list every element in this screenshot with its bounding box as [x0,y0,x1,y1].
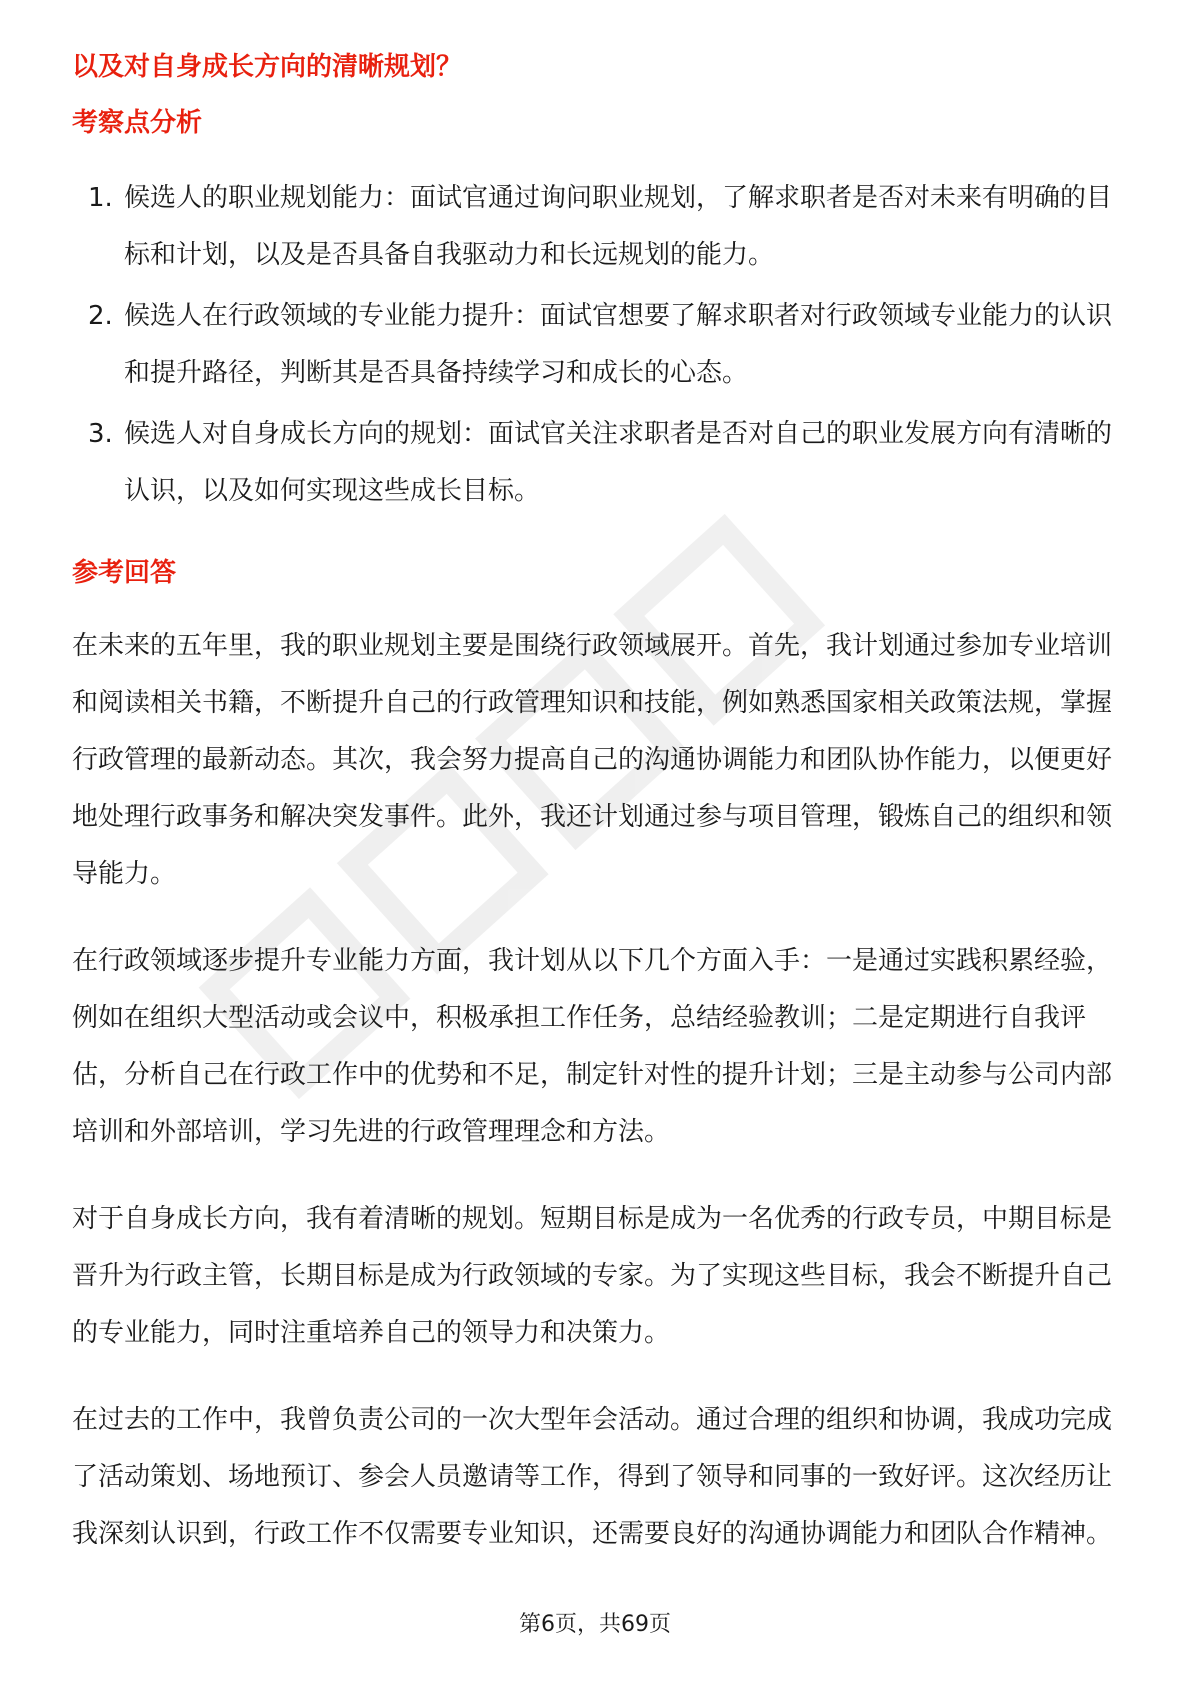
answer-paragraph: 对于自身成长方向，我有着清晰的规划。短期目标是成为一名优秀的行政专员，中期目标是晋升为行政主管，长期目标是成为行政领域的专家。为了实现这些目标，我会不断提升自己的专业能力，同时注重培养自己的领导力和决策力。 [72,1204,1113,1348]
answer-paragraph: 在过去的工作中，我曾负责公司的一次大型年会活动。通过合理的组织和协调，我成功完成了活动策划、场地预订、参会人员邀请等工作，得到了领导和同事的一致好评。这次经历让我深刻认识到，行政工作不仅需要专业知识，还需要良好的沟通协调能力和团队合作精神。 [72,1405,1113,1549]
answer-paragraph: 在行政领域逐步提升专业能力方面，我计划从以下几个方面入手：一是通过实践积累经验，例如在组织大型活动或会议中，积极承担工作任务，总结经验教训；二是定期进行自我评估，分析自己在行政工作中的优势和不足，制定针对性的提升计划；三是主动参与公司内部培训和外部培训，学习先进的行政管理理念和方法。 [72,946,1113,1147]
page-number: 第6页，共69页 [519,1612,671,1637]
analysis-point-number: 2. [88,301,113,331]
answer-heading: 参考回答 [72,558,177,588]
document-page [72,48,1118,1563]
analysis-point [72,170,1118,284]
analysis-point-number: 3. [88,419,113,449]
analysis-point [72,288,1118,402]
analysis-point-text: 候选人在行政领域的专业能力提升：面试官想要了解求职者对行政领域专业能力的认识和提升路径，判断其是否具备持续学习和成长的心态。 [124,301,1113,388]
question-tail: 以及对自身成长方向的清晰规划？ [72,52,463,82]
analysis-point-number: 1. [88,183,113,213]
analysis-point-text: 候选人对自身成长方向的规划：面试官关注求职者是否对自己的职业发展方向有清晰的认识，以及如何实现这些成长目标。 [124,419,1113,506]
analysis-point [72,406,1118,520]
analysis-heading: 考察点分析 [72,108,203,138]
analysis-list [72,170,1118,520]
analysis-point-text: 候选人的职业规划能力：面试官通过询问职业规划，了解求职者是否对未来有明确的目标和计划，以及是否具备自我驱动力和长远规划的能力。 [124,183,1113,270]
answer-paragraph: 在未来的五年里，我的职业规划主要是围绕行政领域展开。首先，我计划通过参加专业培训和阅读相关书籍，不断提升自己的行政管理知识和技能，例如熟悉国家相关政策法规，掌握行政管理的最新动态。其次，我会努力提高自己的沟通协调能力和团队协作能力，以便更好地处理行政事务和解决突发事件。此外，我还计划通过参与项目管理，锻炼自己的组织和领导能力。 [72,631,1113,889]
